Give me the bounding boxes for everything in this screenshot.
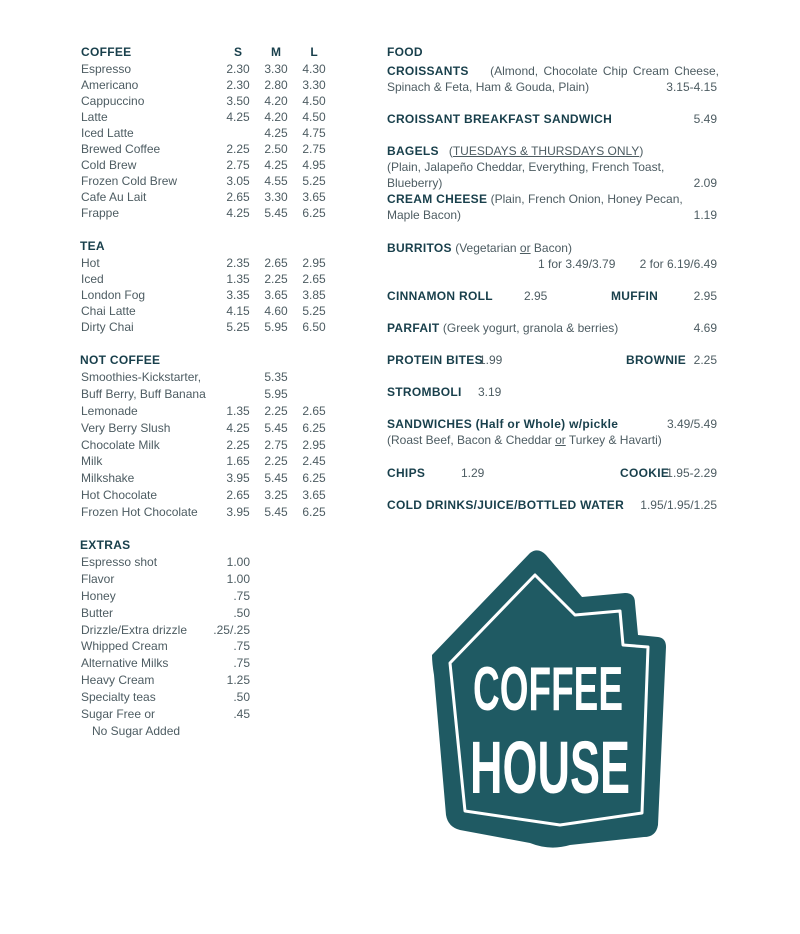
item-price-l: 3.65 [302, 190, 326, 204]
item-price-s: 2.30 [226, 78, 250, 92]
extras-section [80, 536, 340, 740]
section-title: COFFEE [81, 45, 132, 59]
item-name: Specialty teas [81, 690, 156, 705]
item-name: Hot Chocolate [81, 488, 158, 503]
menu-item [80, 655, 340, 672]
item-name: Iced [81, 272, 104, 286]
item-price-m: 3.30 [264, 190, 288, 204]
item-name: Iced Latte [81, 126, 134, 140]
item-price: 4.69 [693, 321, 717, 335]
menu-item [80, 93, 340, 109]
item-price-s: 4.25 [226, 420, 250, 435]
menu-item [80, 61, 340, 77]
item-price-s: 3.35 [226, 288, 250, 302]
menu-item [80, 672, 340, 689]
menu-item-bagels [387, 143, 719, 223]
item-price-l: 2.65 [302, 403, 326, 418]
item-name: COOKIE [620, 466, 670, 480]
item-price-m: 2.75 [264, 437, 288, 452]
item-note: TUESDAYS & THURSDAYS ONLY [452, 144, 640, 158]
item-name: PARFAIT [387, 321, 440, 335]
item-desc: or [555, 433, 566, 447]
item-price-m: 4.25 [264, 126, 288, 140]
item-price: 1 for 3.49/3.79 [538, 257, 616, 271]
item-price-l: 6.25 [302, 505, 326, 520]
menu-item [80, 723, 340, 740]
item-desc: or [519, 241, 531, 255]
menu-item [80, 319, 340, 335]
item-name: BAGELS [387, 144, 439, 158]
item-price-s: 2.35 [226, 256, 250, 270]
item-name: Heavy Cream [81, 673, 155, 688]
menu-item [80, 470, 340, 487]
item-price-m: 4.20 [264, 110, 288, 124]
item-name: Lemonade [81, 403, 138, 418]
item-price-s: 3.05 [226, 174, 250, 188]
item-desc: Spinach & Feta, Ham & Gouda, Plain) [387, 80, 590, 94]
item-name: Frozen Hot Chocolate [81, 505, 198, 520]
svg-text:COFFEE: COFFEE [473, 655, 623, 724]
menu-item [80, 706, 340, 723]
item-price: 3.49/5.49 [666, 417, 717, 431]
item-price-m: 5.95 [264, 386, 288, 401]
item-price-m: 4.25 [264, 158, 288, 172]
item-price-m: 5.45 [264, 505, 288, 520]
item-price-m: 4.20 [264, 94, 288, 108]
svg-text:HOUSE: HOUSE [470, 726, 630, 809]
item-name: Milk [81, 454, 103, 469]
menu-item-cold-drinks [387, 497, 719, 513]
menu-item [80, 504, 340, 521]
item-price-l: 5.25 [302, 304, 326, 318]
menu-item [80, 173, 340, 189]
item-price-s: 3.50 [226, 94, 250, 108]
item-name: Sugar Free or [81, 707, 156, 722]
item-price-m: 2.25 [264, 454, 288, 469]
item-desc: (Almond, Chocolate Chip Cream Cheese, [490, 64, 719, 78]
item-price: .75 [233, 639, 250, 654]
item-price-l: 2.45 [302, 454, 326, 469]
menu-item [80, 689, 340, 706]
item-name: COLD DRINKS/JUICE/BOTTLED WATER [387, 498, 625, 512]
item-price: .50 [233, 690, 250, 705]
item-price-s: 2.25 [226, 437, 250, 452]
item-price: .75 [233, 588, 250, 603]
menu-item [80, 369, 340, 386]
item-price-l: 4.30 [302, 62, 326, 76]
item-price: 1.00 [226, 571, 250, 586]
item-price: 3.15-4.15 [666, 80, 717, 94]
item-price: 2.95 [693, 289, 717, 303]
menu-item [80, 205, 340, 221]
item-name: Cafe Au Lait [81, 190, 147, 204]
item-name: Milkshake [81, 471, 135, 486]
item-name: Drizzle/Extra drizzle [81, 622, 188, 637]
item-price-s: 2.65 [226, 488, 250, 503]
menu-item-croissants [387, 63, 719, 95]
item-name: Brewed Coffee [81, 142, 161, 156]
item-price: .50 [233, 605, 250, 620]
item-price-s: 4.25 [226, 110, 250, 124]
menu-item-stromboli [387, 384, 719, 400]
item-price-l: 6.25 [302, 420, 326, 435]
food-title: FOOD [387, 45, 423, 59]
item-price-s: 1.35 [226, 272, 250, 286]
item-price: 5.49 [693, 112, 717, 126]
item-price: 3.19 [478, 385, 502, 399]
item-price-m: 4.55 [264, 174, 288, 188]
item-price-m: 3.25 [264, 488, 288, 503]
menu-item [80, 571, 340, 588]
item-price: .45 [233, 707, 250, 722]
item-price: 2.95 [524, 289, 548, 303]
menu-item [80, 638, 340, 655]
item-price-s: 3.95 [226, 505, 250, 520]
menu-item [80, 554, 340, 571]
item-price: 2 for 6.19/6.49 [639, 257, 717, 271]
paren: ( [448, 144, 453, 158]
item-name: Smoothies-Kickstarter, [81, 370, 202, 384]
menu-item-cinnamon-roll-muffin [387, 288, 719, 304]
item-name: PROTEIN BITES [387, 353, 483, 367]
item-name: Cappuccino [81, 94, 145, 108]
item-desc: Maple Bacon) [387, 208, 462, 222]
menu-item [80, 271, 340, 287]
item-name: BROWNIE [626, 353, 687, 367]
item-price: 2.09 [693, 176, 717, 190]
section-title: EXTRAS [80, 538, 131, 552]
item-price-s: 2.25 [226, 142, 250, 156]
menu-item [80, 420, 340, 437]
item-name: Cold Brew [81, 158, 137, 172]
size-m-header: M [271, 45, 281, 59]
item-price: 1.00 [226, 555, 250, 569]
item-name: STROMBOLI [387, 385, 462, 399]
item-desc: (Plain, Jalapeño Cheddar, Everything, French Toast, [387, 160, 665, 174]
item-name: Chai Latte [81, 304, 136, 318]
item-name: Very Berry Slush [81, 420, 171, 435]
item-name: CROISSANTS [387, 64, 469, 78]
item-price-l: 6.25 [302, 471, 326, 486]
item-name: SANDWICHES (Half or Whole) w/pickle [387, 417, 619, 431]
item-price: 2.25 [693, 353, 717, 367]
menu-item-sandwiches [387, 416, 719, 448]
item-price: .25/.25 [213, 622, 250, 637]
item-price-m: 5.95 [264, 320, 288, 334]
item-price-l: 4.50 [302, 94, 326, 108]
menu-item [80, 157, 340, 173]
item-price-l: 6.25 [302, 206, 326, 220]
item-price-l: 2.95 [302, 437, 326, 452]
item-name: MUFFIN [611, 289, 659, 303]
item-name: Buff Berry, Buff Banana [81, 386, 206, 401]
item-name: CREAM CHEESE [387, 192, 488, 206]
item-price-l: 3.85 [302, 288, 326, 302]
menu-item [80, 109, 340, 125]
item-price-m: 5.45 [264, 420, 288, 435]
item-desc: (Greek yogurt, granola & berries) [442, 321, 619, 335]
item-price-l: 3.30 [302, 78, 326, 92]
item-price-m: 5.45 [264, 471, 288, 486]
item-price-s: 4.25 [226, 206, 250, 220]
item-price: .75 [233, 656, 250, 671]
item-price-l: 2.75 [302, 142, 326, 156]
item-desc: Bacon) [530, 241, 572, 255]
menu-item [80, 588, 340, 605]
item-name: London Fog [81, 288, 146, 302]
item-name: Chocolate Milk [81, 437, 160, 452]
tea-section [80, 237, 340, 335]
item-name: Butter [81, 605, 114, 620]
menu-item-burritos [387, 240, 719, 272]
menu-item-chips-cookie [387, 465, 719, 481]
menu-item [80, 77, 340, 93]
menu-item [80, 487, 340, 504]
menu-item [80, 437, 340, 454]
menu-item [80, 453, 340, 470]
item-price: 1.95/1.95/1.25 [640, 498, 717, 512]
item-price-s: 1.65 [226, 454, 250, 469]
item-desc: (Roast Beef, Bacon & Cheddar [387, 433, 556, 447]
item-price-l: 2.95 [302, 256, 326, 270]
item-price-m: 2.50 [264, 142, 288, 156]
item-name: Hot [81, 256, 100, 270]
size-s-header: S [233, 45, 242, 59]
menu-item [80, 303, 340, 319]
item-price-l: 4.50 [302, 110, 326, 124]
menu-item [80, 287, 340, 303]
menu-item [80, 255, 340, 271]
item-name: No Sugar Added [92, 723, 181, 738]
item-price-l: 6.50 [302, 320, 326, 334]
menu-item-croissant-breakfast-sandwich [387, 111, 719, 127]
item-price-l: 5.25 [302, 174, 326, 188]
menu-item [80, 141, 340, 157]
item-name: Dirty Chai [81, 320, 134, 334]
item-price: 1.19 [693, 208, 717, 222]
size-l-header: L [310, 45, 318, 59]
menu-item [80, 622, 340, 639]
item-price-m: 3.30 [264, 62, 288, 76]
item-price-m: 2.80 [264, 78, 288, 92]
menu-item-parfait [387, 320, 719, 336]
item-price-l: 4.95 [302, 158, 326, 172]
menu-item [80, 125, 340, 141]
item-price-s: 4.15 [226, 304, 250, 318]
menu-item [80, 605, 340, 622]
item-desc: Turkey & Havarti) [565, 433, 662, 447]
item-name: Alternative Milks [81, 656, 169, 671]
section-title: TEA [80, 239, 105, 253]
item-price-s: 2.75 [226, 158, 250, 172]
menu-item [80, 386, 340, 403]
item-name: CHIPS [387, 466, 426, 480]
item-price-s: 1.35 [226, 403, 250, 418]
item-price-m: 2.25 [264, 403, 288, 418]
paren: ) [639, 144, 644, 158]
item-price: 1.25 [226, 673, 250, 688]
item-desc: Blueberry) [387, 176, 443, 190]
item-name: Frappe [81, 206, 120, 220]
item-price-m: 2.65 [264, 256, 288, 270]
not-coffee-section [80, 351, 340, 521]
item-price-l: 4.75 [302, 126, 326, 140]
item-price-m: 5.35 [264, 370, 288, 384]
item-name: Espresso shot [81, 555, 158, 569]
item-price-s: 2.30 [226, 62, 250, 76]
item-price: 1.95-2.29 [666, 466, 717, 480]
item-name: Americano [81, 78, 139, 92]
coffee-section [80, 43, 340, 221]
item-name: Frozen Cold Brew [81, 174, 178, 188]
item-name: Latte [81, 110, 108, 124]
item-name: Honey [81, 588, 116, 603]
item-name: CROISSANT BREAKFAST SANDWICH [387, 112, 613, 126]
item-price-s: 5.25 [226, 320, 250, 334]
item-name: Espresso [81, 62, 132, 76]
item-name: CINNAMON ROLL [387, 289, 493, 303]
item-price: 1.99 [479, 353, 503, 367]
item-price-s: 3.95 [226, 471, 250, 486]
menu-item [80, 189, 340, 205]
item-price-s: 2.65 [226, 190, 250, 204]
item-name: Flavor [81, 571, 115, 586]
item-name: Whipped Cream [81, 639, 168, 654]
item-price-l: 3.65 [302, 488, 326, 503]
item-price-l: 2.65 [302, 272, 326, 286]
item-desc: (Plain, French Onion, Honey Pecan, [490, 192, 683, 206]
section-title: NOT COFFEE [80, 353, 161, 367]
item-price-m: 5.45 [264, 206, 288, 220]
item-price-m: 2.25 [264, 272, 288, 286]
item-price-m: 4.60 [264, 304, 288, 318]
item-price-m: 3.65 [264, 288, 288, 302]
item-name: BURRITOS [387, 241, 452, 255]
item-price: 1.29 [461, 466, 485, 480]
menu-item [80, 403, 340, 420]
menu-item-protein-bites-brownie [387, 352, 719, 368]
coffee-house-logo [420, 545, 680, 855]
item-desc: (Vegetarian [455, 241, 520, 255]
